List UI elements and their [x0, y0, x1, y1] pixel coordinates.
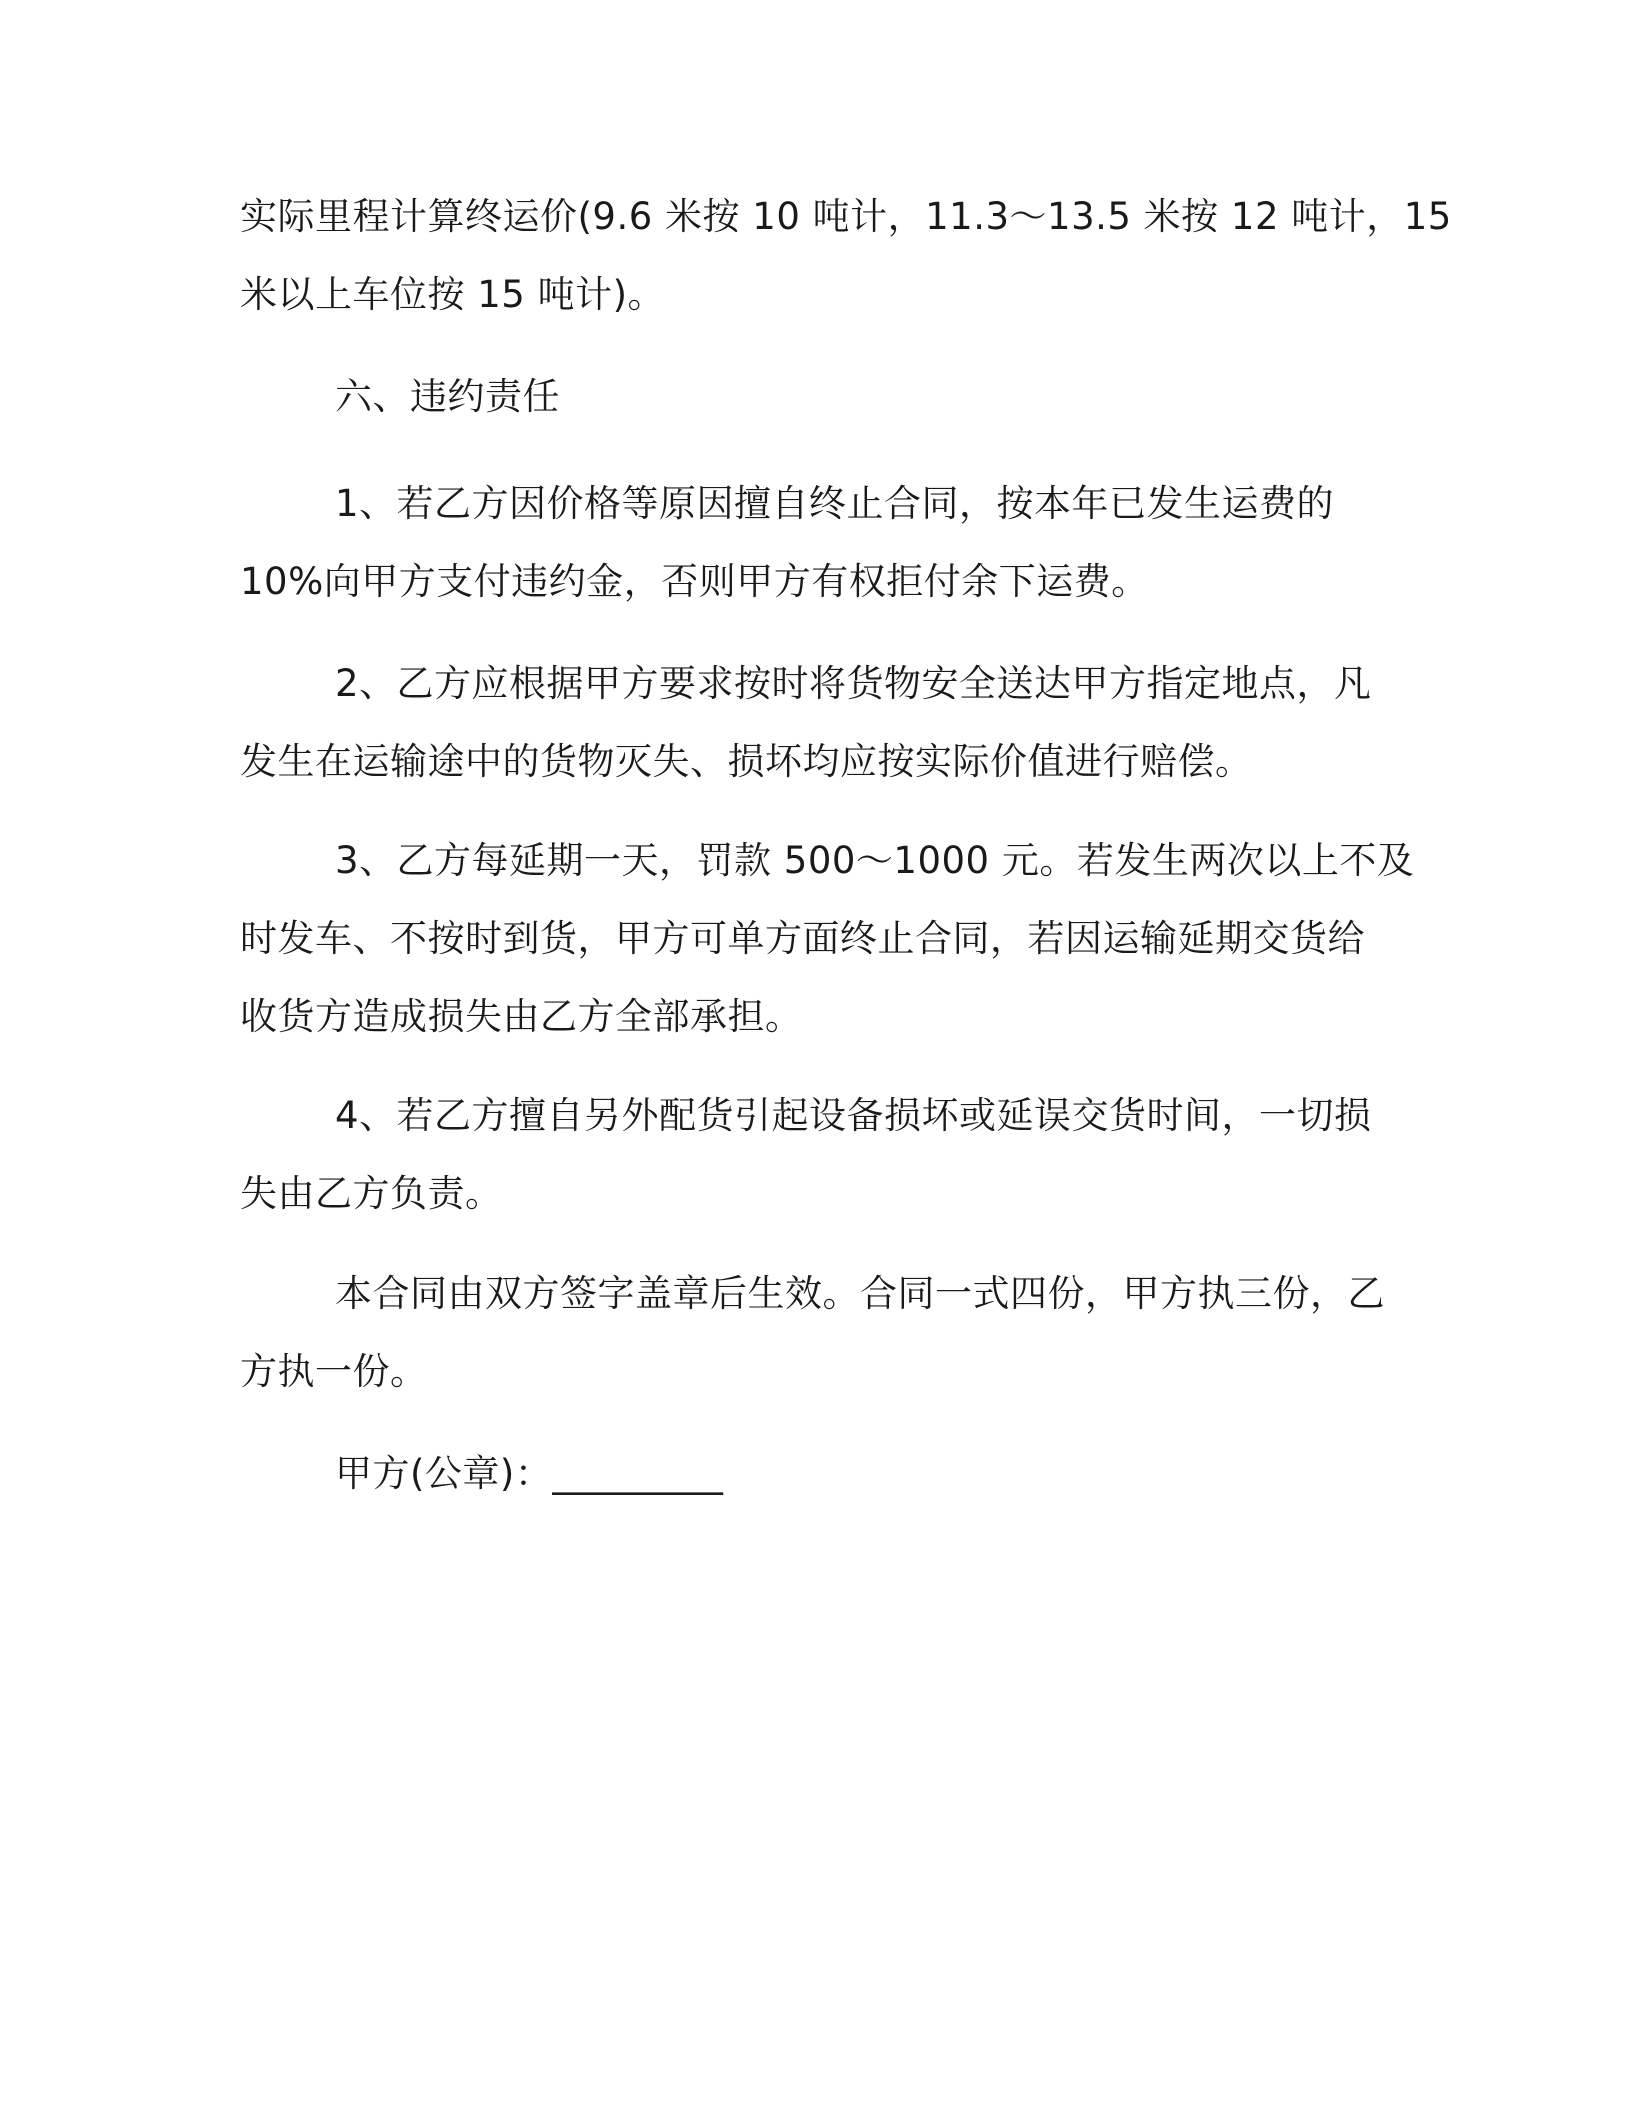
section-heading [240, 358, 1400, 436]
text-line: 时发车、不按时到货，甲方可单方面终止合同，若因运输延期交货给 [240, 917, 1365, 960]
heading-text: 六、违约责任 [335, 375, 560, 418]
text-line: 米以上车位按 15 吨计)。 [240, 273, 666, 316]
text-line: 1、若乙方因价格等原因擅自终止合同，按本年已发生运费的 [335, 482, 1335, 525]
text-line: 方执一份。 [240, 1350, 428, 1393]
paragraph-effectiveness [240, 1255, 1400, 1411]
signature-label: 甲方(公章)：_________ [335, 1452, 724, 1495]
paragraph-clause-3 [240, 822, 1415, 1056]
signature-line [240, 1435, 1400, 1513]
paragraph-clause-1 [240, 465, 1400, 621]
text-line: 2、乙方应根据甲方要求按时将货物安全送达甲方指定地点，凡 [335, 662, 1372, 705]
paragraph-clause-4 [240, 1077, 1400, 1233]
text-line: 收货方造成损失由乙方全部承担。 [240, 995, 803, 1038]
text-line: 本合同由双方签字盖章后生效。合同一式四份，甲方执三份，乙 [335, 1272, 1385, 1315]
text-line: 10%向甲方支付违约金，否则甲方有权拒付余下运费。 [240, 560, 1149, 603]
text-line: 3、乙方每延期一天，罚款 500～1000 元。若发生两次以上不及 [335, 839, 1415, 882]
paragraph-continuation [240, 178, 1452, 334]
paragraph-clause-2 [240, 645, 1400, 801]
text-line: 失由乙方负责。 [240, 1172, 503, 1215]
text-line: 实际里程计算终运价(9.6 米按 10 吨计，11.3～13.5 米按 12 吨计，15 [240, 195, 1452, 238]
text-line: 发生在运输途中的货物灭失、损坏均应按实际价值进行赔偿。 [240, 740, 1253, 783]
text-line: 4、若乙方擅自另外配货引起设备损坏或延误交货时间，一切损 [335, 1094, 1372, 1137]
